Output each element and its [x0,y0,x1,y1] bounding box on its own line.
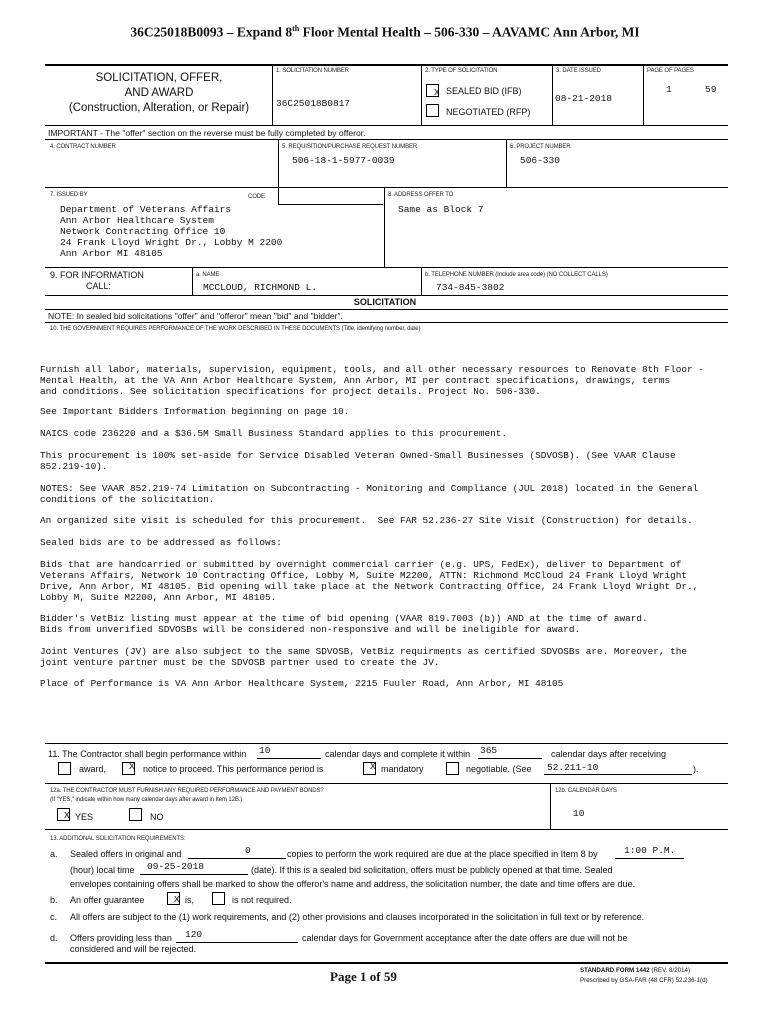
negotiated-label: NEGOTIATED (RFP) [446,107,531,117]
set-aside-statement: This procurement is 100% set-aside for Service Disabled Veteran Owned-Small Businesses (SDVOSB). (See VAAR Clause 852.219-10). [40,450,676,472]
bonds-sublabel: (If "YES," indicate within how many calendar days after award in Item 12B.) [50,797,243,803]
form-top-border [45,64,728,66]
block12-bottom [45,829,728,830]
form-title [48,71,270,116]
footer-of-word: of [366,969,384,984]
block11-text-begin: 11. The Contractor shall begin performance within [48,749,247,759]
item-a-text4: (date). If this is a sealed bid solicitation, offers must be publicly opened at that time. Sealed [251,865,613,875]
sealed-bid-label: SEALED BID (IFB) [446,86,522,96]
acceptance-days-value: 120 [185,929,203,940]
row1-bottom [45,125,728,126]
issued-by-line1: Department of Veterans Affairs [60,204,232,215]
footer-page-number: 1 [359,969,367,984]
divider-3 [552,65,553,125]
item-d-text3: considered and will be rejected. [70,944,197,954]
title-main: 36C25018B0093 – Expand 8 [130,24,293,40]
footer-page-word: Page [330,969,360,984]
solicitation-section-header: SOLICITATION [353,297,417,307]
bonds-no-label: NO [150,812,164,822]
standard-form-number: STANDARD FORM 1442 [580,967,650,974]
page-footer [330,969,397,985]
offer-guarantee-check-mark: X [174,894,180,905]
row3-bottom [45,187,728,188]
issued-by-line5: Ann Arbor MI 48105 [60,248,163,259]
block12-top [45,783,728,784]
sealed-bid-check-mark: X [434,87,440,98]
vetbiz-statement: Bidder's VetBiz listing must appear at the time of bid opening (VAAR 819.7003 (b)) AND at the time of award. Bids from unverified SDVOSBs will be considered non-responsive and will be ineligible for award. [40,613,648,635]
mandatory-label: mandatory [381,764,424,774]
due-time-value: 1:00 P.M. [624,845,676,856]
date-issued-label: 3. DATE ISSUED [556,68,601,74]
address-offer-to-value[interactable]: Same as Block 7 [398,204,484,215]
total-pages-value: 59 [705,84,717,95]
negotiated-checkbox[interactable] [426,104,439,117]
issued-by-line3: Network Contracting Office 10 [60,226,226,237]
divider-5 [278,139,279,187]
begin-days-value: 10 [259,745,271,756]
bonds-no-checkbox[interactable] [129,808,142,821]
joint-venture-statement: Joint Ventures (JV) are also subject to the same SDVOSB, VetBiz requirments as certified SDVOSBs are. Moreover, the joint venture partner must be the SDVOSB partner used to create the JV. [40,646,687,668]
divider-6 [506,139,507,187]
divider-9 [421,267,422,295]
solicitation-type-label: 2. TYPE OF SOLICITATION [425,68,498,74]
item-b-text1: An offer guarantee [70,895,145,905]
award-checkbox[interactable] [58,762,71,775]
row2-bottom [45,139,728,140]
date-issued-value[interactable]: 08-21-2018 [555,93,613,104]
work-description: Furnish all labor, materials, supervision, equipment, tools, and all other necessary resources to Renovate 8th Floor - Mental Health, at the VA Ann Arbor Healthcare System, Ann Arbor, MI per contract specifications, drawings, terms and conditions. See solicitation specifications for project details. Project No. 506-330. [40,364,704,397]
additional-requirements-label: 13. ADDITIONAL SOLICITATION REQUIREMENTS: [50,836,186,842]
copies-value: 0 [245,845,251,856]
item-d-text2: calendar days for Government acceptance after the date offers are due will not be [302,933,628,943]
item-a-text2: copies to perform the work required are due at the place specified in Item 8 by [287,849,598,859]
requisition-number-label: 5. REQUISITION/PURCHASE REQUEST NUMBER [282,144,418,150]
document-title [0,24,770,41]
place-of-performance: Place of Performance is VA Ann Arbor Healthcare System, 2215 Fuuler Road, Ann Arbor, MI 48105 [40,678,564,689]
divider-4 [643,65,644,125]
solicitation-header-bottom [45,309,728,310]
block11-text-after: calendar days after receiving [551,749,667,759]
subcontracting-notes: NOTES: See VAAR 852.219-74 Limitation on Subcontracting - Monitoring and Compliance (JUL 2018) located in the General conditions of the solicitation. [40,483,699,505]
contact-name-label: a. NAME [196,272,220,278]
divider-7 [384,187,385,267]
issued-by-line2: Ann Arbor Healthcare System [60,215,214,226]
call-label: CALL: [86,281,112,291]
form-title-line2: AND AWARD [124,87,194,99]
item-a-text5: envelopes containing offers shall be marked to show the offeror's name and address, the solicitation number, the date and time offers are due. [70,879,636,889]
item-c-text: All offers are subject to the (1) work requirements, and (2) other provisions and clauses incorporated in the solicitation in full text or by reference. [70,912,645,922]
offer-guarantee-isnot-checkbox[interactable] [212,892,225,905]
complete-days-value: 365 [480,745,498,756]
bonds-yes-check-mark: X [64,810,70,821]
item-a-letter: a. [50,849,58,859]
negotiable-label: negotiable. (See [466,764,532,774]
bonds-label: 12a. THE CONTRACTOR MUST FURNISH ANY REQUIRED PERFORMANCE AND PAYMENT BONDS? [50,788,324,794]
offer-guarantee-isnot-label: is not required. [232,895,292,905]
for-information-label: 9. FOR INFORMATION [50,270,144,280]
note-bottom [45,322,728,323]
important-notice: IMPORTANT - The "offer" section on the reverse must be fully completed by offeror. [48,128,366,138]
block11-top [45,743,728,744]
contract-number-label: 4. CONTRACT NUMBER [50,144,116,150]
standard-form-revision: (REV. 8/2014) [649,967,691,974]
code-field[interactable] [278,188,383,205]
requisition-number-value[interactable]: 506-18-1-5977-0039 [292,155,395,166]
item-a-text3: (hour) local time [70,865,135,875]
bid-delivery-instructions: Bids that are handcarried or submitted by overnight commercial carrier (e.g. UPS, FedEx), deliver to Department of Veterans Affairs, Network 10 Contracting Office, Lobby M, Suite M2200, ATTN: Richmond McCloud 24 Frank Lloyd Wright Drive, Ann Arbor, MI 48105. Bid opening will take place at the Network Contracting Office, 24 Frank Lloyd Wright Dr., Lobby M, Suite M2200, Ann Arbor, MI 48105. [40,559,699,603]
address-offer-to-label: 8. ADDRESS OFFER TO [388,192,454,198]
copies-field[interactable] [188,844,286,859]
row5-bottom [45,295,728,296]
prescribed-by: Prescribed by GSA-FAR (48 CFR) 52.236-1(d) [580,977,708,984]
solicitation-number-value[interactable]: 36C25018B0817 [276,98,351,109]
site-visit-statement: An organized site visit is scheduled for this procurement. See FAR 52.236-27 Site Visit (Construction) for details. [40,515,693,526]
sealed-bid-note: NOTE: In sealed bid solicitations "offer" and "offeror" mean "bid" and "bidder". [48,311,343,321]
item-d-letter: d. [50,933,58,943]
divider-12 [550,783,551,829]
form-title-line3: (Construction, Alteration, or Repair) [68,102,250,114]
block11-text-complete: calendar days and complete it within [325,749,471,759]
code-label: CODE [248,194,265,200]
calendar-days-label: 12b. CALENDAR DAYS [555,788,617,794]
block10-label: 10. THE GOVERNMENT REQUIRES PERFORMANCE OF THE WORK DESCRIBED IN THESE DOCUMENTS (Title, identifying number, date) [50,326,421,332]
project-number-value[interactable]: 506-330 [520,155,560,166]
item-d-text1: Offers providing less than [70,933,172,943]
row4-bottom [45,267,728,268]
telephone-label: b. TELEPHONE NUMBER (Include area code) (NO COLLECT CALLS) [425,272,608,278]
negotiable-checkbox[interactable] [446,762,459,775]
item-c-letter: c. [50,912,58,922]
title-superscript: th [292,24,300,33]
footer-total-pages: 59 [383,969,397,984]
page-number-value: 1 [666,84,672,95]
title-rest: Floor Mental Health – 506-330 – AAVAMC Ann Arbor, MI [299,24,640,40]
page-of-pages-label: PAGE OF PAGES [647,68,694,74]
item-a-text1: Sealed offers in original and [70,849,182,859]
block11-close: ). [693,764,699,774]
standard-form-id [580,967,690,974]
project-number-label: 6. PROJECT NUMBER [510,144,571,150]
bonds-yes-label: YES [75,812,94,822]
naics-statement: NAICS code 236220 and a $36.5M Small Business Standard applies to this procurement. [40,428,507,439]
form-title-line1: SOLICITATION, OFFER, [95,72,223,84]
award-label: award, [79,764,107,774]
due-date-value: 09-25-2018 [147,861,205,872]
calendar-days-value[interactable]: 10 [573,808,585,819]
sealed-bids-address-intro: Sealed bids are to be addressed as follows: [40,537,282,548]
bidders-info-reference: See Important Bidders Information beginning on page 10. [40,406,350,417]
issued-by-label: 7. ISSUED BY [50,192,88,198]
solicitation-number-label: 1. SOLICITATION NUMBER [276,68,349,74]
issued-by-line4: 24 Frank Lloyd Wright Dr., Lobby M 2200 [60,237,283,248]
divider-8 [192,267,193,295]
notice-to-proceed-check-mark: X [129,761,135,772]
divider-1 [272,65,273,125]
mandatory-check-mark: X [370,761,376,772]
item-b-letter: b. [50,895,58,905]
notice-to-proceed-label: notice to proceed. This performance period is [143,764,324,774]
see-clause-value: 52.211-10 [547,762,599,773]
form-bottom-border [45,962,728,964]
offer-guarantee-is-label: is, [185,895,194,905]
contact-name-value[interactable]: MCCLOUD, RICHMOND L. [203,282,318,293]
telephone-value[interactable]: 734-845-3802 [436,282,505,293]
divider-2 [421,65,422,125]
